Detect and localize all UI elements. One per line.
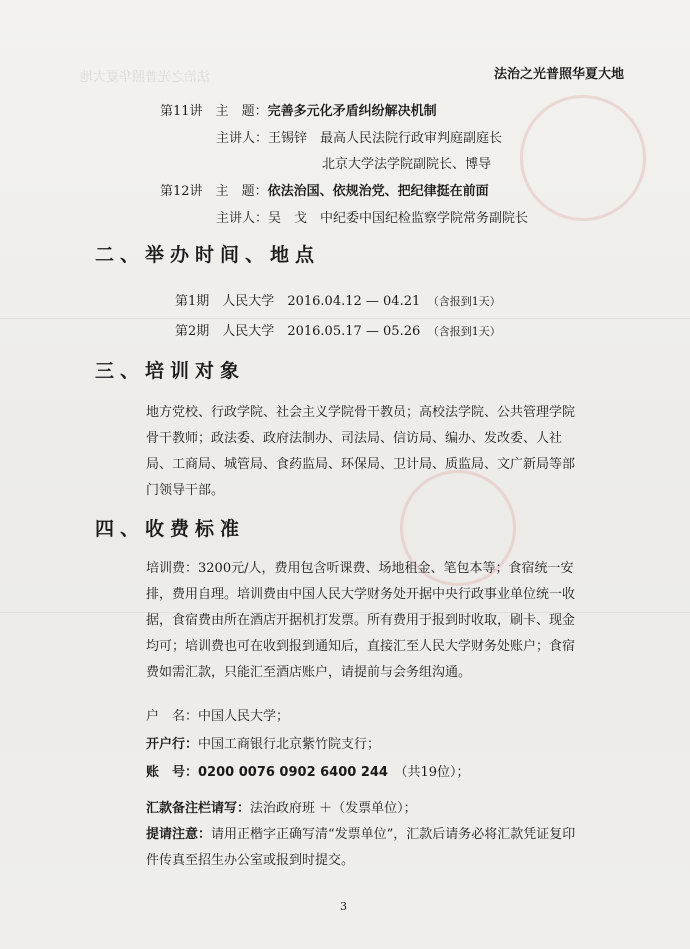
page-number: 3 [340, 900, 347, 913]
audience-paragraph: 地方党校、行政学院、社会主义学院骨干教员；高校法学院、公共管理学院骨干教师；政法委、政府法制办、司法局、信访局、编办、发改委、人社局、工商局、城管局、食药监局、环保局、卫计局、质监局、文广新局等部门领导干部。 [146, 405, 576, 498]
account-number-row: 账 号：0200 0076 0902 6400 244 （共19位）； [146, 765, 470, 780]
notice-paragraph: 提请注意：请用正楷字正确写清“发票单位”，汇款后请务必将汇款凭证复印件传真至招生办公室或报到时提交。 [146, 827, 576, 868]
session-row: 第2期 人民大学 2016.05.17 — 05.26 （含报到1天） [175, 324, 501, 339]
fold-crease [0, 318, 690, 319]
remittance-remark-row: 汇款备注栏请写：法治政府班 ＋（发票单位）； [146, 801, 417, 816]
bleed-through-seal [520, 95, 646, 221]
bleed-through-text: 法治之光普照华夏大地 [80, 70, 211, 85]
account-name-row: 户 名：中国人民大学； [146, 709, 290, 724]
section-heading-fees: 四、收费标准 [95, 518, 246, 540]
lecture-12-topic: 第12讲 主 题：依法治国、依规治党、把纪律挺在前面 [160, 184, 489, 199]
section-heading-time-place: 二、举办时间、地点 [95, 244, 321, 266]
fees-paragraph: 培训费：3200元/人，费用包含听课费、场地租金、笔包本等；食宿统一安排，费用自理。培训费由中国人民大学财务处开据中央行政事业单位统一收据，食宿费由所在酒店开据机打发票。所有费用于报到时收取，刷卡、现金均可；培训费也可在收到报到通知后，直接汇至人民大学财务处账户；食宿费如需汇款，只能汇至酒店账户，请提前与会务组沟通。 [146, 561, 576, 680]
session-row: 第1期 人民大学 2016.04.12 — 04.21 （含报到1天） [175, 294, 501, 309]
section-heading-audience: 三、培训对象 [95, 360, 246, 382]
lecture-11-topic: 第11讲 主 题：完善多元化矛盾纠纷解决机制 [160, 104, 437, 119]
lecture-12-speaker: 主讲人：吴 戈 中纪委中国纪检监察学院常务副院长 [216, 211, 529, 226]
bank-row: 开户行：中国工商银行北京紫竹院支行； [146, 737, 381, 752]
lecture-11-speaker: 主讲人：王锡锌 最高人民法院行政审判庭副庭长 [216, 131, 503, 146]
lecture-11-speaker-title-2: 北京大学法学院副院长、博导 [322, 157, 492, 172]
page-header-title: 法治之光普照华夏大地 [493, 67, 624, 82]
